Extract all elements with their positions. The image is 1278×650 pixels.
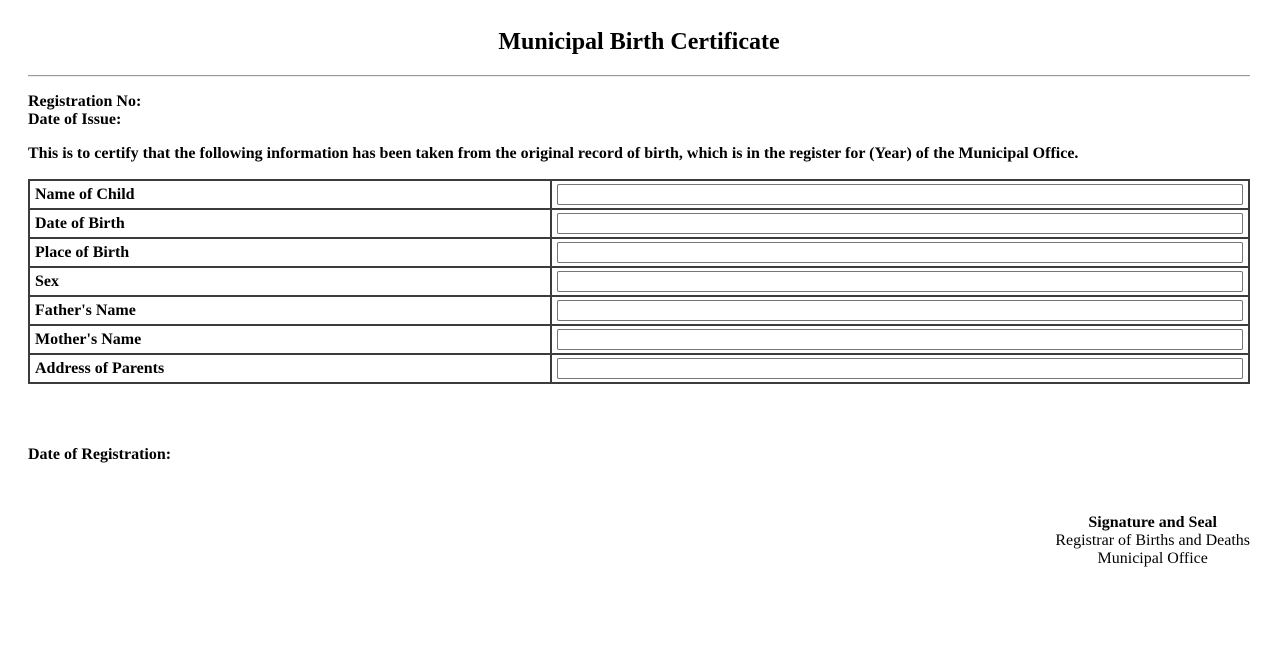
page-title: Municipal Birth Certificate (498, 29, 780, 55)
date-of-issue-label: Date of Issue: (28, 111, 122, 128)
table-row (29, 354, 1249, 383)
mothers-name-input[interactable] (557, 329, 1243, 350)
certificate-meta (28, 93, 141, 129)
field-label-name-of-child: Name of Child (29, 180, 551, 209)
address-of-parents-input[interactable] (557, 358, 1243, 379)
table-row (29, 209, 1249, 238)
registrar-title: Registrar of Births and Deaths (1055, 532, 1250, 549)
field-label-fathers-name: Father's Name (29, 296, 551, 325)
fathers-name-input[interactable] (557, 300, 1243, 321)
date-of-registration-label: Date of Registration: (28, 446, 172, 463)
field-label-sex: Sex (29, 267, 551, 296)
title-divider (28, 75, 1250, 77)
birth-record-table (28, 179, 1250, 384)
signature-block (1055, 514, 1250, 568)
place-of-birth-input[interactable] (557, 242, 1243, 263)
field-label-mothers-name: Mother's Name (29, 325, 551, 354)
table-row (29, 238, 1249, 267)
certification-statement: This is to certify that the following information has been taken from the original record of birth, which is in the register for (Year) of the Municipal Office. (28, 145, 1079, 162)
table-row (29, 267, 1249, 296)
sex-input[interactable] (557, 271, 1243, 292)
registration-no-label: Registration No: (28, 93, 142, 110)
table-row (29, 180, 1249, 209)
table-row (29, 296, 1249, 325)
date-of-birth-input[interactable] (557, 213, 1243, 234)
table-row (29, 325, 1249, 354)
field-label-address-of-parents: Address of Parents (29, 354, 551, 383)
office-name: Municipal Office (1097, 550, 1208, 567)
name-of-child-input[interactable] (557, 184, 1243, 205)
field-label-date-of-birth: Date of Birth (29, 209, 551, 238)
signature-title: Signature and Seal (1088, 514, 1217, 531)
field-label-place-of-birth: Place of Birth (29, 238, 551, 267)
